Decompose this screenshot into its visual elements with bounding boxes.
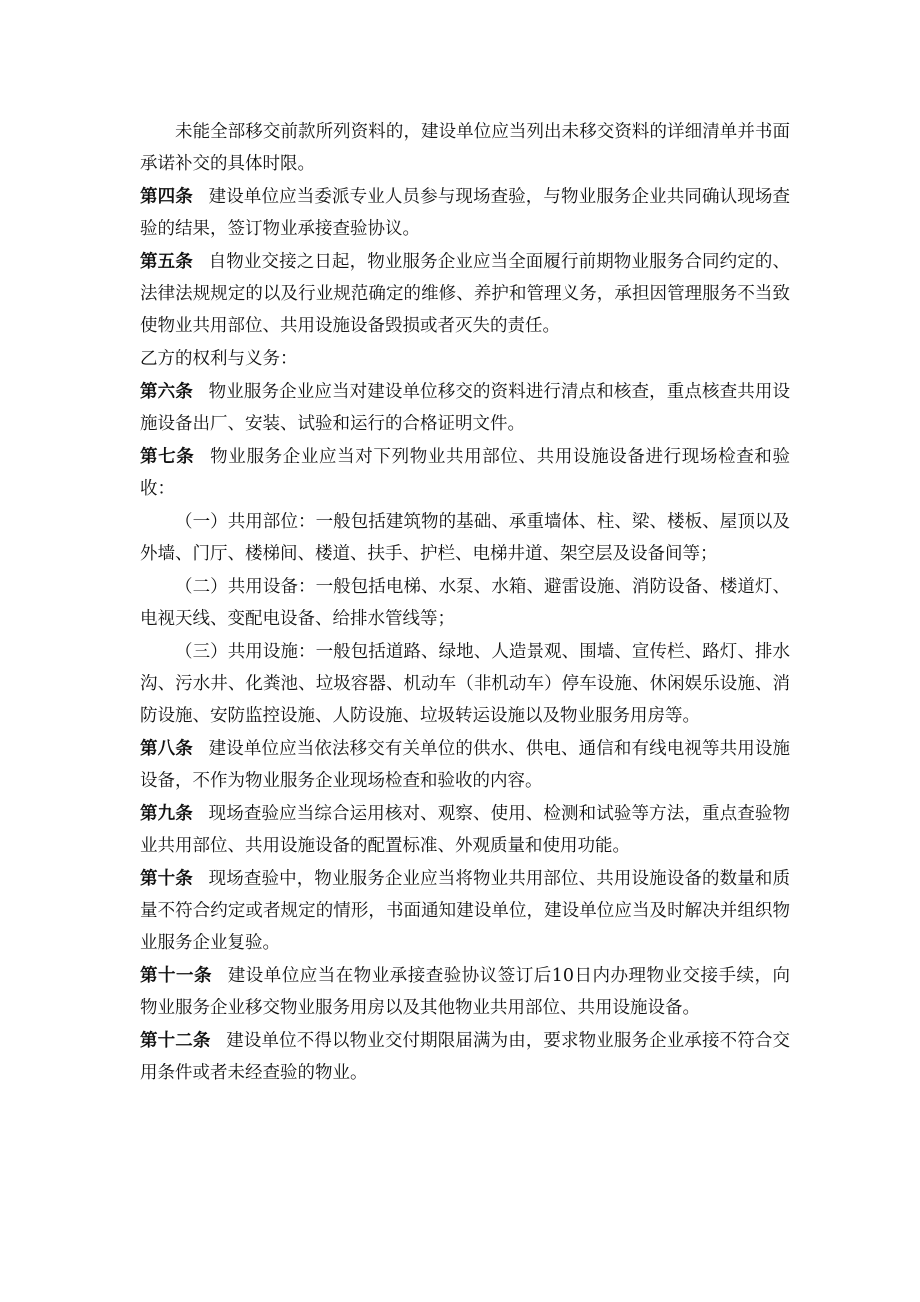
- article-paragraph: [140, 1025, 790, 1089]
- list-item-text: （三）共用设施：一般包括道路、绿地、人造景观、围墙、宣传栏、路灯、排水沟、污水井、化粪池、垃圾容器、机动车（非机动车）停车设施、休闲娱乐设施、消防设施、安防监控设施、人防设施、垃圾转运设施以及物业服务用房等。: [140, 642, 790, 726]
- article-text: 现场查验应当综合运用核对、观察、使用、检测和试验等方法，重点查验物业共用部位、共用设施设备的配置标准、外观质量和使用功能。: [140, 804, 791, 856]
- list-item: [140, 571, 790, 635]
- article-label: 第四条: [140, 187, 193, 207]
- article-text: 物业服务企业应当对下列物业共用部位、共用设施设备进行现场检查和验收：: [140, 447, 791, 499]
- article-label: 第七条: [140, 447, 195, 467]
- article-label: 第五条: [140, 252, 193, 272]
- paragraph-text: 未能全部移交前款所列资料的，建设单位应当列出未移交资料的详细清单并书面承诺补交的具体时限。: [140, 122, 790, 174]
- article-paragraph: [140, 863, 790, 959]
- article-label: 第六条: [140, 382, 193, 402]
- article-text: 物业服务企业应当对建设单位移交的资料进行清点和核查，重点核查共用设施设备出厂、安装、试验和运行的合格证明文件。: [140, 382, 791, 434]
- article-paragraph: [140, 960, 790, 1024]
- article-label: 第十二条: [140, 1031, 211, 1051]
- section-heading: [140, 343, 790, 375]
- article-label: 第九条: [140, 804, 193, 824]
- article-paragraph: [140, 441, 790, 505]
- article-paragraph: [140, 246, 790, 342]
- list-item-text: （二）共用设备：一般包括电梯、水泵、水箱、避雷设施、消防设备、楼道灯、电视天线、变配电设备、给排水管线等；: [140, 577, 790, 629]
- article-text: 自物业交接之日起，物业服务企业应当全面履行前期物业服务合同约定的、法律法规规定的以及行业规范确定的维修、养护和管理义务，承担因管理服务不当致使物业共用部位、共用设施设备毁损或者灭失的责任。: [140, 252, 791, 336]
- paragraph: [140, 116, 790, 180]
- list-item: [140, 636, 790, 732]
- article-paragraph: [140, 733, 790, 797]
- article-label: 第十条: [140, 869, 193, 889]
- list-item: [140, 506, 790, 570]
- article-text: 现场查验中，物业服务企业应当将物业共用部位、共用设施设备的数量和质量不符合约定或者规定的情形，书面通知建设单位，建设单位应当及时解决并组织物业服务企业复验。: [140, 869, 791, 953]
- article-paragraph: [140, 798, 790, 862]
- article-text: 建设单位应当在物业承接查验协议签订后10日内办理物业交接手续，向物业服务企业移交物业服务用房以及其他物业共用部位、共用设施设备。: [140, 966, 790, 1018]
- list-item-text: （一）共用部位：一般包括建筑物的基础、承重墙体、柱、梁、楼板、屋顶以及外墙、门厅、楼梯间、楼道、扶手、护栏、电梯井道、架空层及设备间等；: [140, 512, 790, 564]
- article-label: 第八条: [140, 739, 193, 759]
- article-text: 建设单位应当委派专业人员参与现场查验，与物业服务企业共同确认现场查验的结果，签订物业承接查验协议。: [140, 187, 791, 239]
- article-text: 建设单位应当依法移交有关单位的供水、供电、通信和有线电视等共用设施设备，不作为物业服务企业现场检查和验收的内容。: [140, 739, 791, 791]
- document-body: [140, 116, 790, 1090]
- section-heading-text: 乙方的权利与义务：: [140, 349, 298, 369]
- article-paragraph: [140, 181, 790, 245]
- article-label: 第十一条: [140, 966, 212, 986]
- article-paragraph: [140, 376, 790, 440]
- article-text: 建设单位不得以物业交付期限届满为由，要求物业服务企业承接不符合交用条件或者未经查验的物业。: [140, 1031, 791, 1083]
